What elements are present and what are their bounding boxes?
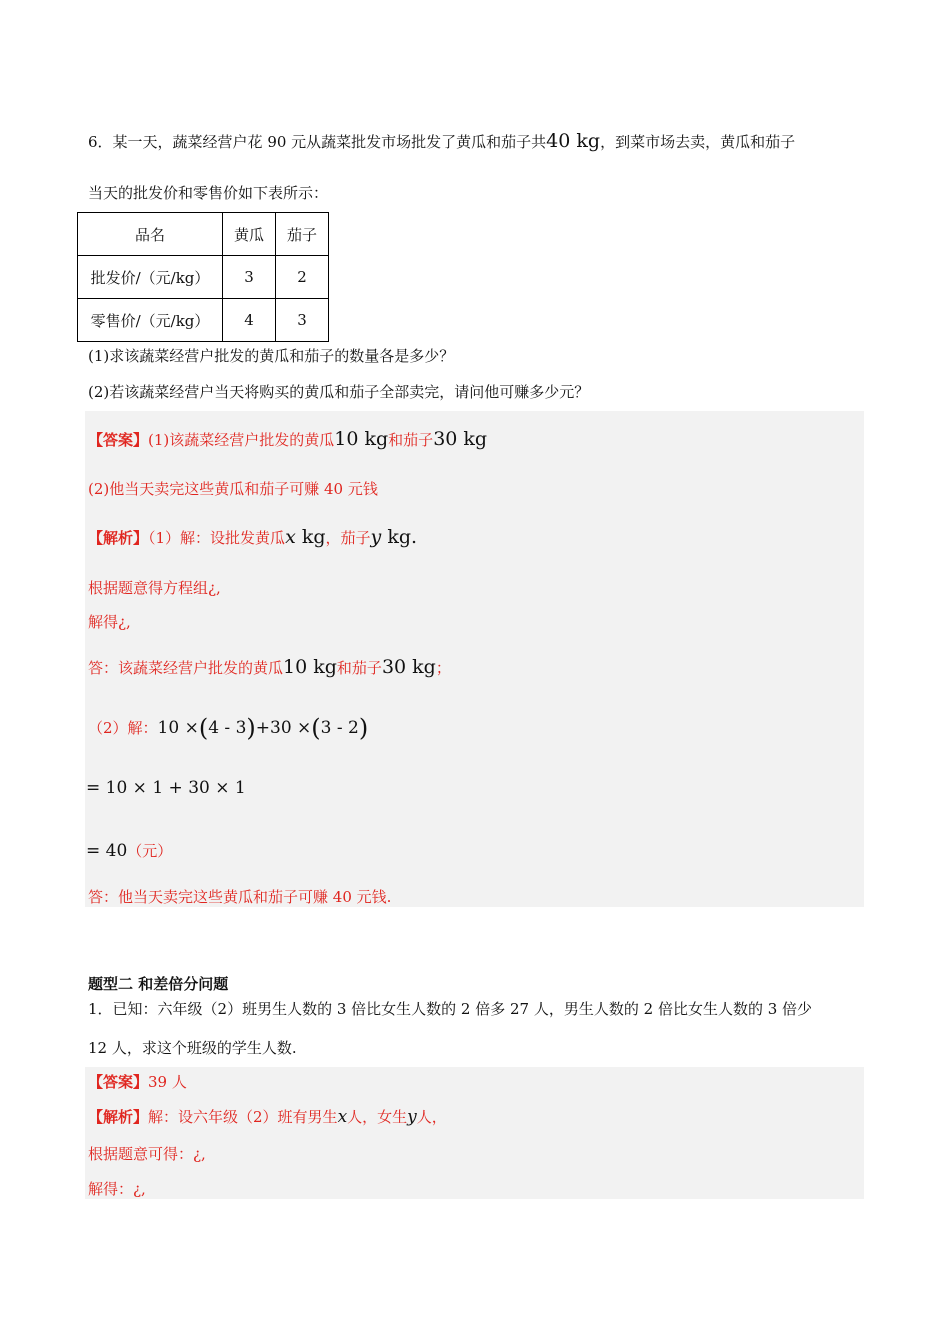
table-cell: 零售价/（元/kg）: [78, 299, 223, 342]
var-y: y: [370, 526, 382, 548]
calc1-a: 10 ×: [157, 718, 199, 738]
ans6-answer-line1: [88, 428, 487, 450]
calc1-c: +30 ×: [255, 718, 312, 738]
var-x: x: [285, 526, 296, 548]
ans6-calc2: = 10 × 1 + 30 × 1: [86, 778, 246, 798]
table-cell: 3: [223, 256, 276, 299]
q6-line1-post: ，到菜市场去卖，黄瓜和茄子: [600, 133, 796, 151]
ans1-analysis-line: [88, 1106, 447, 1127]
ans1-solve-line: 解得：¿,: [88, 1180, 146, 1198]
ans6-calc3-line: [86, 840, 172, 861]
answer1-math1: 10 kg: [334, 428, 389, 450]
answer-tag: 【答案】: [88, 431, 149, 449]
q6-sub2: (2)若该蔬菜经营户当天将购买的黄瓜和茄子全部卖完，请问他可赚多少元？: [88, 383, 590, 401]
table-cell: 2: [276, 256, 329, 299]
q6-line1-pre: 6．某一天，蔬菜经营户花 90 元从蔬菜批发市场批发了黄瓜和茄子共: [88, 133, 547, 151]
table-cell: 3: [276, 299, 329, 342]
analysis-tag: 【解析】: [88, 1108, 149, 1126]
table-header-cucumber: 黄瓜: [223, 213, 276, 256]
conclusion-mid: 和茄子: [336, 659, 382, 677]
q6-line1-math: 40 kg: [546, 130, 601, 152]
table-row: [78, 213, 329, 256]
conclusion-math2: 30 kg: [381, 656, 436, 678]
var-x: x: [337, 1107, 348, 1127]
part2-label: （2）解：: [88, 719, 158, 737]
conclusion-text: 答：该蔬菜经营户批发的黄瓜: [88, 659, 284, 677]
ans6-solve-line: 解得¿,: [88, 613, 131, 631]
analysis-end: .: [411, 526, 418, 548]
ans1-eq-line: 根据题意可得：¿,: [88, 1145, 206, 1163]
calc3: = 40: [86, 841, 128, 861]
analysis-text: 解：设六年级（2）班有男生: [148, 1108, 338, 1126]
table-row: [78, 256, 329, 299]
answer1-mid: 和茄子: [388, 431, 434, 449]
q6-line1: [88, 130, 795, 152]
unit-kg: kg: [301, 526, 326, 548]
answer-value: 39 人: [148, 1073, 187, 1091]
ans6-conclusion-line: [88, 656, 451, 678]
answer-tag: 【答案】: [88, 1073, 149, 1091]
price-table: [77, 212, 329, 342]
section2-q1-line1: 1．已知：六年级（2）班男生人数的 3 倍比女生人数的 2 倍多 27 人，男生人数的 2 倍比女生人数的 3 倍少: [88, 1000, 813, 1018]
q6-line2: 当天的批发价和零售价如下表所示：: [88, 184, 329, 202]
ans1-answer-line: [88, 1071, 187, 1092]
table-header-eggplant: 茄子: [276, 213, 329, 256]
answer1-math2: 30 kg: [433, 428, 488, 450]
ans6-final: 答：他当天卖完这些黄瓜和茄子可赚 40 元钱.: [88, 888, 392, 906]
unit-kg-2: kg: [387, 526, 411, 548]
section2-title: 题型二 和差倍分问题: [88, 975, 229, 993]
table-row: [78, 299, 329, 342]
analysis-mid: ，茄子: [325, 529, 371, 547]
table-cell: 批发价/（元/kg）: [78, 256, 223, 299]
analysis-mid: 人，女生: [347, 1108, 408, 1126]
table-cell: 4: [223, 299, 276, 342]
section2-q1-line2: 12 人，求这个班级的学生人数.: [88, 1039, 297, 1057]
analysis-tag: 【解析】: [88, 529, 149, 547]
calc3-unit: （元）: [127, 842, 173, 860]
answer1-text: (1)该蔬菜经营户批发的黄瓜: [148, 431, 335, 449]
calc1-b: 4 - 3: [208, 718, 247, 738]
ans6-eq-line: 根据题意得方程组¿,: [88, 579, 221, 597]
var-y: y: [407, 1107, 417, 1127]
answer-block-q1: [85, 1067, 864, 1199]
ans6-answer-line2: (2)他当天卖完这些黄瓜和茄子可赚 40 元钱: [88, 480, 378, 498]
q6-sub1: (1)求该蔬菜经营户批发的黄瓜和茄子的数量各是多少？: [88, 347, 455, 365]
analysis-text: （1）解：设批发黄瓜: [148, 529, 286, 547]
table-header-name: 品名: [78, 213, 223, 256]
calc1-d: 3 - 2: [320, 718, 359, 738]
ans6-part2-line: （2）解：10 ×(4 - 3)+30 ×(3 - 2): [88, 714, 369, 742]
conclusion-math1: 10 kg: [283, 656, 337, 678]
conclusion-end: ；: [435, 659, 451, 677]
ans6-analysis-line: [88, 526, 417, 548]
analysis-end: 人，: [416, 1108, 447, 1126]
